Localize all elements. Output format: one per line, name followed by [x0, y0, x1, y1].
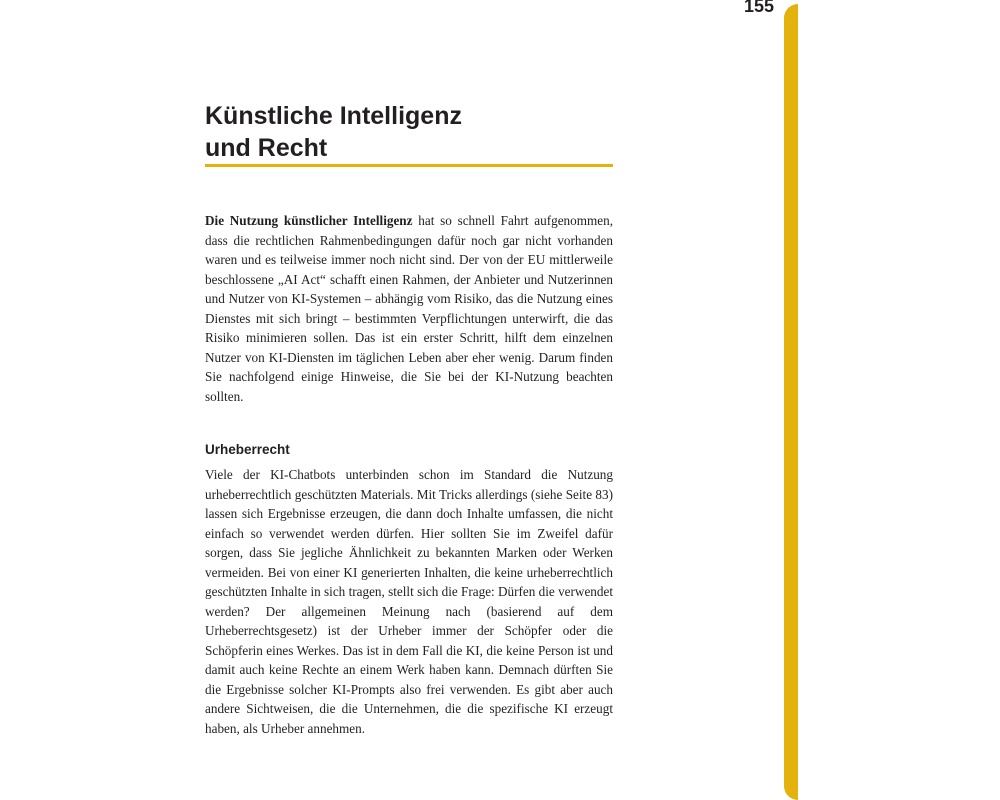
urheberrecht-paragraph: Viele der KI-Chatbots unterbinden schon im Standard die Nutzung urheberrechtlich geschützten Materials. Mit Tricks allerdings (siehe Seite 83) lassen sich Ergebnisse erzeugen, die dann doch Inhalte umfassen, die nicht einfach so verwendet werden dürfen. Hier sollten Sie im Zweifel dafür sorgen, dass Sie jegliche Ähnlichkeit zu bekannten Marken oder Werken vermeiden. Bei von einer KI generierten Inhalten, die keine urheberrechtlich geschützten Inhalte in sich tragen, stellt sich die Frage: Dürfen die verwendet werden? Der allgemeinen Meinung nach (basierend auf dem Urheberrechtsgesetz) ist der Urheber immer der Schöpfer oder die Schöpferin eines Werkes. Das ist in dem Fall die KI, die keine Person ist und damit auch keine Rechte an einem Werk haben kann. Demnach dürften Sie die Ergebnisse solcher KI-Prompts also frei verwenden. Es gibt aber auch andere Sichtweisen, die die Unternehmen, die die spezifische KI erzeugt haben, als Urheber annehmen. — [205, 467, 613, 736]
intro-paragraph — [205, 211, 613, 406]
chapter-thumb-tab — [784, 4, 798, 800]
chapter-title-line-2: und Recht — [205, 134, 328, 162]
intro-text: hat so schnell Fahrt aufgenommen, dass die rechtlichen Rahmenbedingungen dafür noch gar nicht vorhanden waren und es teilweise immer noch nicht sind. Der von der EU mittlerweile beschlossene „AI Act“ schafft einen Rahmen, der Anbieter und Nutzerinnen und Nutzer von KI-Systemen – abhängig vom Risiko, das die Nutzung eines Dienstes mit sich bringt – bestimmten Verpflichtungen unterwirft, die das Risiko minimieren sollen. Das ist ein erster Schritt, hilft dem einzelnen Nutzer von KI-Diensten im täglichen Leben aber eher wenig. Darum finden Sie nachfolgend einige Hinweise, die Sie bei der KI-Nutzung beachten sollten. — [205, 213, 613, 404]
intro-lead-phrase: Die Nutzung künstlicher Intelligenz — [205, 213, 413, 228]
section-heading-urheberrecht: Urheberrecht — [205, 442, 290, 457]
title-underline-rule — [205, 164, 613, 167]
chapter-title — [205, 100, 615, 164]
chapter-title-line-1: Künstliche Intelligenz — [205, 102, 462, 130]
page-number: 155 — [743, 0, 774, 16]
